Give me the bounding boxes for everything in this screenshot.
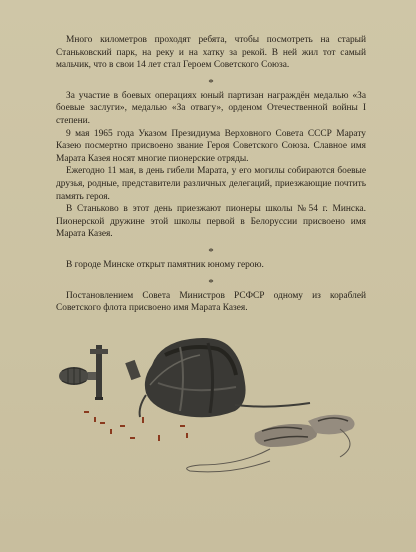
paragraph-minsk-school: В Станьково в этот день приезжают пионеры школы №54 г. Минска. Пионерской дружине этой школы первой в Белоруссии присвоено имя Марата Казея. [56,204,366,240]
sandals-icon [187,415,355,472]
asterisk-separator: * [208,276,214,289]
asterisk-separator: * [208,245,214,258]
satchel-bag-icon [140,338,310,417]
paragraph-awards: За участие в боевых операциях юный партизан награждён медалью «За боевые заслуги», медалью «За отвагу», орденом Отечественной войны I степени. [56,90,366,126]
text-block [56,34,366,315]
cartridge-box-icon [125,360,141,380]
paragraph-monument: В городе Минске открыт памятник юному герою. [66,259,264,270]
grenade-icon [59,367,96,385]
bullets-icon [84,411,188,441]
paragraph-visit-park: Много километров проходят ребята, чтобы посмотреть на старый Станьковский парк, на реку и на хатку за рекой. В ней жил тот самый мальчик, что в свои 14 лет стал Героем Советского Союза. [56,35,366,71]
asterisk-separator: * [208,76,214,89]
paragraph-ship: Постановлением Совета Министров РСФСР одному из кораблей Советского флота присвоено имя Марата Казея. [56,290,366,314]
illustration-bag-grenades-sandals [40,325,390,485]
paragraph-memorial-day: Ежегодно 11 мая, в день гибели Марата, у его могилы собираются боевые друзья, родные, представители различных делегаций, приезжающие почтить память героя. [56,166,366,202]
paragraph-hero-title: 9 мая 1965 года Указом Президиума Верховного Совета СССР Марату Казею посмертно присвоено звание Героя Советского Союза. Славное имя Марата Казея носят многие пионерские отряды. [56,128,366,164]
